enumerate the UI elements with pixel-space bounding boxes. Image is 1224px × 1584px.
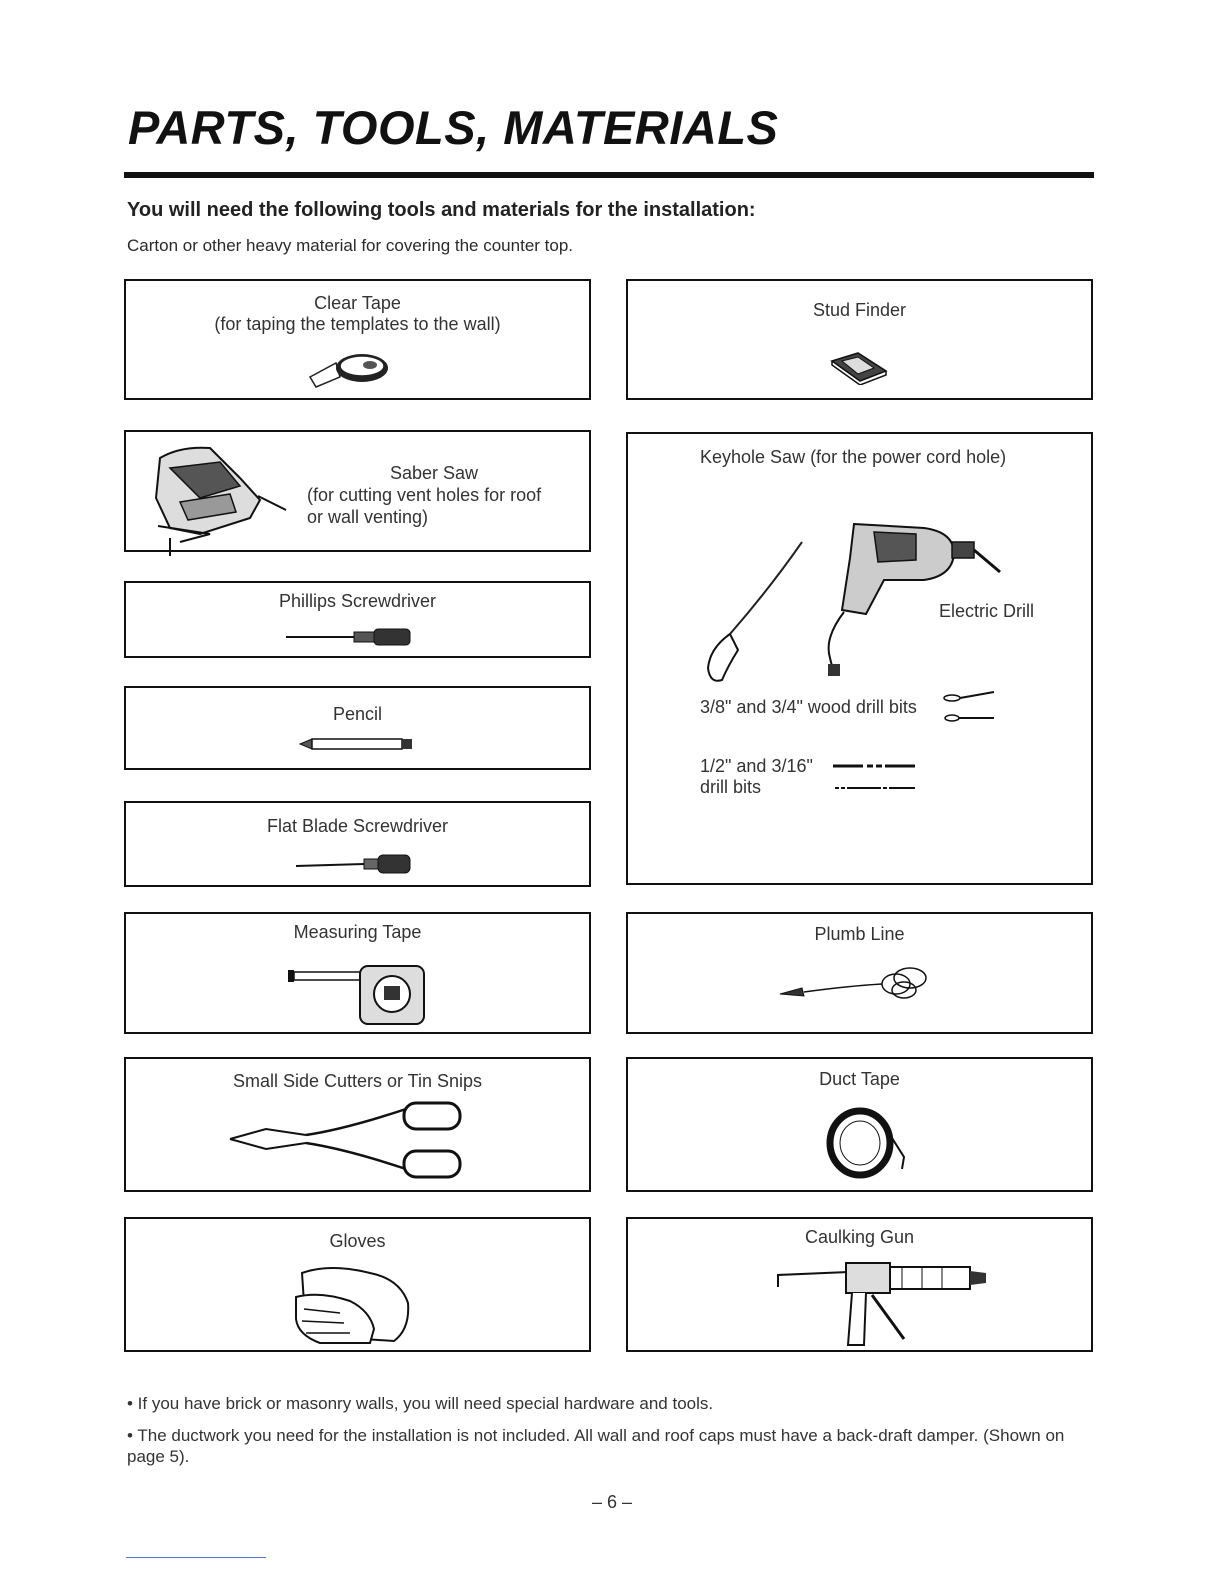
item-note-line1: (for cutting vent holes for roof bbox=[307, 485, 542, 505]
item-flat-blade-screwdriver bbox=[124, 801, 591, 887]
tape-roll-icon bbox=[306, 347, 396, 389]
drill-bit-icon bbox=[831, 760, 921, 794]
screwdriver-icon bbox=[284, 627, 414, 647]
title-rule bbox=[124, 172, 1094, 178]
plumb-line-icon bbox=[778, 964, 938, 1010]
intro-text: Carton or other heavy material for covering the counter top. bbox=[127, 236, 574, 255]
item-label: Gloves bbox=[329, 1231, 386, 1251]
item-label: Plumb Line bbox=[814, 924, 905, 944]
item-measuring-tape bbox=[124, 912, 591, 1034]
note-ductwork: • The ductwork you need for the installation is not included. All wall and roof caps must have a back-draft damper. (Shown on page 5). bbox=[127, 1426, 1065, 1466]
item-label: Clear Tape bbox=[314, 293, 401, 313]
item-note: (for taping the templates to the wall) bbox=[214, 314, 501, 334]
gloves-icon bbox=[290, 1259, 420, 1347]
duct-tape-icon bbox=[824, 1097, 908, 1181]
item-stud-finder bbox=[626, 279, 1093, 400]
page-number: – 6 – bbox=[591, 1492, 633, 1512]
screwdriver-icon bbox=[294, 853, 414, 875]
saber-saw-icon bbox=[140, 438, 290, 556]
wood-drill-bits-label: 3/8" and 3/4" wood drill bits bbox=[700, 697, 917, 717]
item-label: Pencil bbox=[332, 704, 383, 724]
keyhole-saw-icon bbox=[700, 538, 810, 688]
item-label: Saber Saw bbox=[390, 463, 479, 483]
item-label: Phillips Screwdriver bbox=[278, 591, 437, 611]
item-label: Small Side Cutters or Tin Snips bbox=[232, 1071, 483, 1091]
item-label: Caulking Gun bbox=[804, 1227, 915, 1247]
note-masonry: • If you have brick or masonry walls, you will need special hardware and tools. bbox=[127, 1394, 714, 1413]
wood-drill-bit-icon bbox=[942, 690, 998, 724]
tin-snips-icon bbox=[226, 1099, 466, 1179]
item-clear-tape bbox=[124, 279, 591, 400]
item-duct-tape bbox=[626, 1057, 1093, 1192]
item-label: Keyhole Saw (for the power cord hole) bbox=[700, 447, 1007, 467]
item-plumb-line bbox=[626, 912, 1093, 1034]
item-phillips-screwdriver bbox=[124, 581, 591, 658]
item-label: Measuring Tape bbox=[293, 922, 422, 942]
measuring-tape-icon bbox=[286, 960, 426, 1030]
item-caulking-gun bbox=[626, 1217, 1093, 1352]
electric-drill-label: Electric Drill bbox=[939, 601, 1035, 621]
item-pencil bbox=[124, 686, 591, 770]
item-label: Flat Blade Screwdriver bbox=[266, 816, 449, 836]
item-saber-saw bbox=[124, 430, 591, 552]
subheading: You will need the following tools and materials for the installation: bbox=[127, 199, 756, 221]
item-gloves bbox=[124, 1217, 591, 1352]
drill-bits-label-line1: 1/2" and 3/16" bbox=[700, 756, 813, 776]
item-label: Duct Tape bbox=[819, 1069, 900, 1089]
drill-bits-label-line2: drill bits bbox=[700, 777, 762, 797]
item-keyhole-saw-drill bbox=[626, 432, 1093, 885]
item-label: Stud Finder bbox=[812, 300, 907, 320]
footer-line bbox=[126, 1557, 266, 1558]
pencil-icon bbox=[298, 737, 414, 751]
caulking-gun-icon bbox=[772, 1259, 992, 1351]
stud-finder-icon bbox=[828, 349, 890, 385]
item-note-line2: or wall venting) bbox=[307, 507, 429, 527]
item-side-cutters bbox=[124, 1057, 591, 1192]
page-title: PARTS, TOOLS, MATERIALS bbox=[128, 101, 779, 154]
electric-drill-icon bbox=[804, 518, 1004, 678]
